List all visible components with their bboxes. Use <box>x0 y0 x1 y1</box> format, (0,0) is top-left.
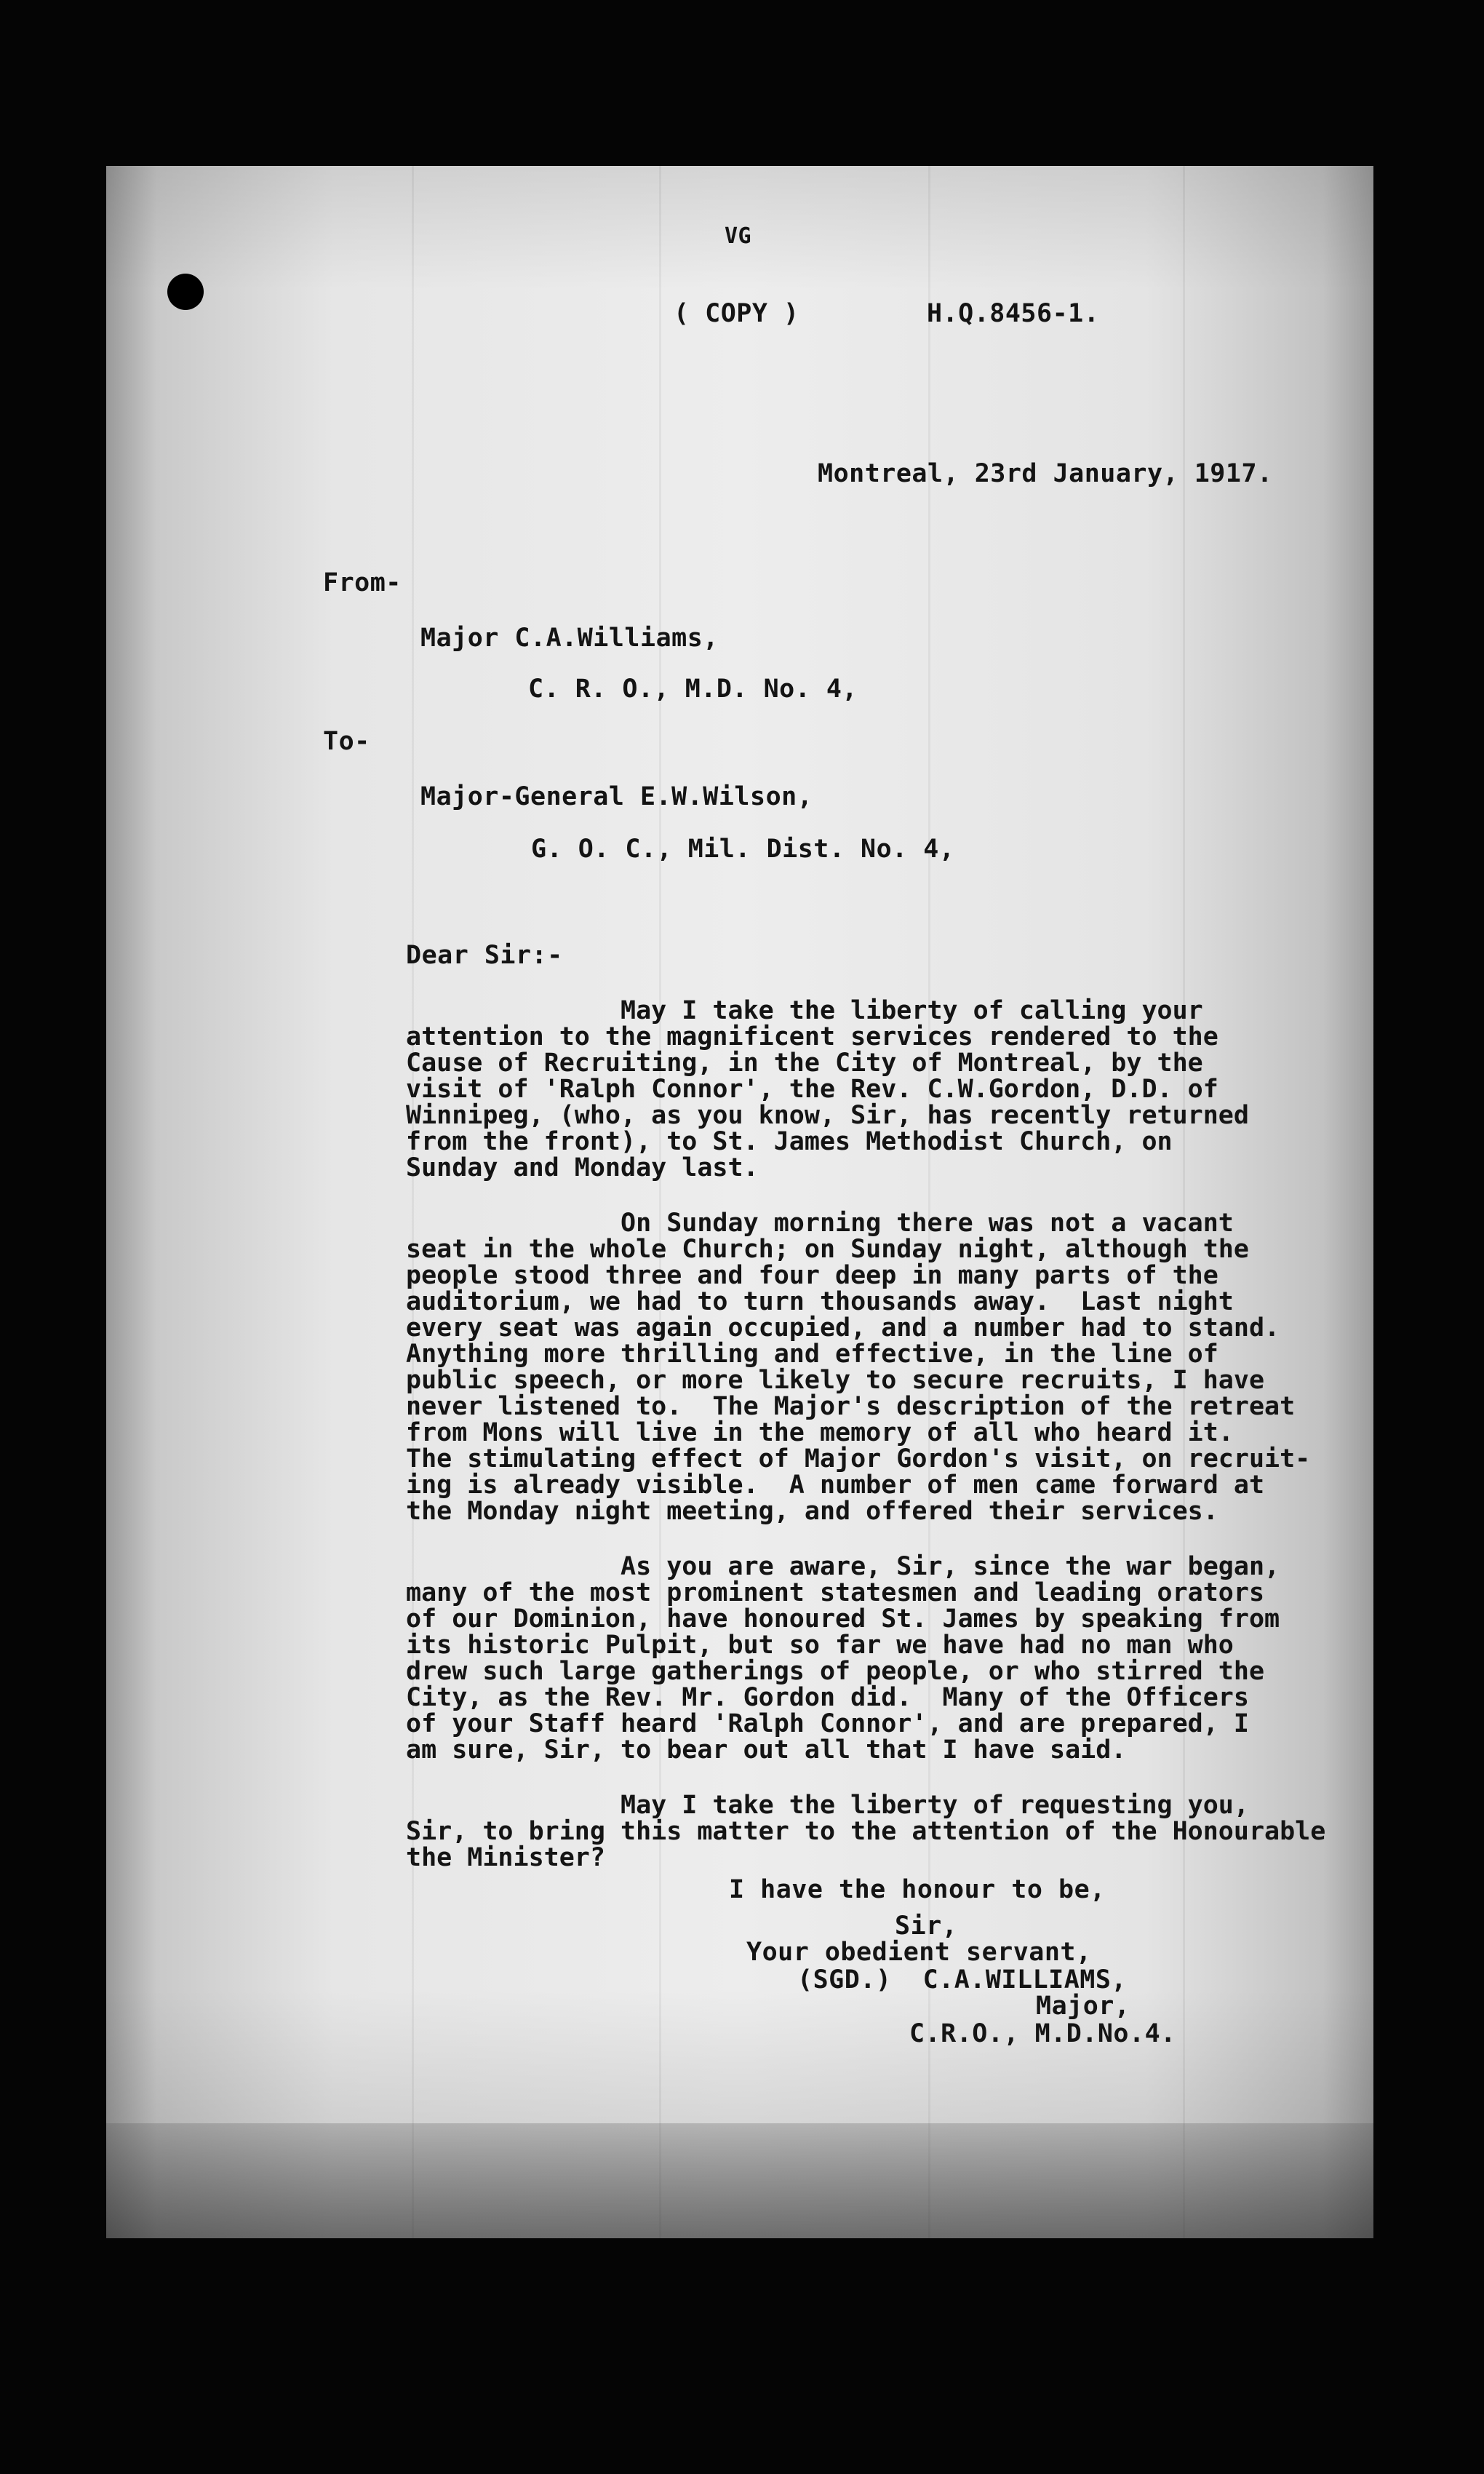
body-line: many of the most prominent statesmen and leading orators <box>406 1578 1265 1607</box>
body-line: from Mons will live in the memory of all who heard it. <box>406 1418 1234 1447</box>
salutation: Dear Sir:- <box>406 941 563 970</box>
body-line: its historic Pulpit, but so far we have had no man who <box>406 1631 1234 1660</box>
to-label: To- <box>323 727 370 756</box>
dateline: Montreal, 23rd January, 1917. <box>818 459 1273 488</box>
body-line: public speech, or more likely to secure recruits, I have <box>406 1366 1265 1395</box>
file-number: H.Q.8456-1. <box>927 299 1100 328</box>
body-line: seat in the whole Church; on Sunday night, although the <box>406 1235 1249 1264</box>
body-line: May I take the liberty of calling your <box>406 996 1203 1025</box>
closing-servant: Your obedient servant, <box>746 1938 1092 1967</box>
body-line: visit of 'Ralph Connor', the Rev. C.W.Gordon, D.D. of <box>406 1075 1218 1104</box>
body-line: attention to the magnificent services rendered to the <box>406 1022 1218 1051</box>
from-name: Major C.A.Williams, <box>420 624 719 653</box>
body-line: from the front), to St. James Methodist Church, on <box>406 1127 1173 1156</box>
body-line: As you are aware, Sir, since the war began, <box>406 1552 1280 1581</box>
copy-label: ( COPY ) <box>674 299 799 328</box>
signature-line: (SGD.) C.A.WILLIAMS, <box>797 1965 1128 1994</box>
body-line: The stimulating effect of Major Gordon's visit, on recruit- <box>406 1444 1311 1473</box>
from-label: From- <box>323 568 402 597</box>
body-line: ing is already visible. A number of men came forward at <box>406 1471 1265 1500</box>
punch-hole <box>167 274 204 310</box>
to-name: Major-General E.W.Wilson, <box>420 782 813 811</box>
body-line: the Monday night meeting, and offered their services. <box>406 1497 1218 1526</box>
body-line: am sure, Sir, to bear out all that I have said. <box>406 1735 1127 1765</box>
body-line: May I take the liberty of requesting you, <box>406 1791 1249 1820</box>
closing-sir: Sir, <box>895 1912 958 1941</box>
body-line: Winnipeg, (who, as you know, Sir, has recently returned <box>406 1101 1249 1130</box>
header-mark: VG <box>725 223 752 249</box>
body-line: never listened to. The Major's description of the retreat <box>406 1392 1296 1421</box>
body-line: of our Dominion, have honoured St. James by speaking from <box>406 1604 1280 1634</box>
body-line: Anything more thrilling and effective, in the line of <box>406 1340 1218 1369</box>
body-line: auditorium, we had to turn thousands away. Last night <box>406 1287 1234 1316</box>
body-line: City, as the Rev. Mr. Gordon did. Many of the Officers <box>406 1683 1249 1712</box>
body-line: Sir, to bring this matter to the attention of the Honourable <box>406 1817 1326 1846</box>
body-line: Sunday and Monday last. <box>406 1153 759 1182</box>
body-line: the Minister? <box>406 1843 605 1872</box>
body-line: every seat was again occupied, and a number had to stand. <box>406 1313 1280 1343</box>
body-line: drew such large gatherings of people, or who stirred the <box>406 1657 1265 1686</box>
from-title: C. R. O., M.D. No. 4, <box>528 675 858 704</box>
body-line: of your Staff heard 'Ralph Connor', and are prepared, I <box>406 1709 1249 1738</box>
scan-bottom-band <box>106 2123 1373 2238</box>
body-line: people stood three and four deep in many parts of the <box>406 1261 1218 1290</box>
body-line: On Sunday morning there was not a vacant <box>406 1209 1234 1238</box>
signature-office: C.R.O., M.D.No.4. <box>909 2019 1176 2048</box>
document-page <box>106 166 1373 2238</box>
to-title: G. O. C., Mil. Dist. No. 4, <box>531 835 955 864</box>
body-line: Cause of Recruiting, in the City of Montreal, by the <box>406 1049 1203 1078</box>
signature-rank: Major, <box>1036 1992 1130 2021</box>
closing-line: I have the honour to be, <box>729 1875 1106 1904</box>
